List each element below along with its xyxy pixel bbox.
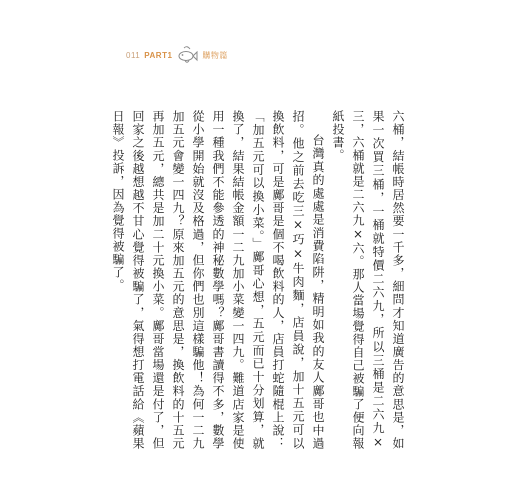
paragraph-1: 六桶，結帳時居然要一千多，細問才知道廣告的意思是，如果一次買三桶，一桶就特價二六九，所以三桶是二六九×三，六桶就是二六九×六。那人當場覺得自己被騙了便向報紙投書。: [331, 110, 405, 450]
part-label: PART1: [144, 50, 173, 60]
page-number: 011: [126, 50, 141, 60]
section-title: 購物篇: [202, 50, 228, 60]
page-header: [126, 44, 228, 66]
fish-icon: [176, 44, 198, 66]
paragraph-2: 台灣真的處處是消費陷阱，精明如我的友人鄺哥也中過招。他之前去吃三×巧×牛肉麵，店員說，加十五元可以換飲料，可是鄺哥是個不喝飲料的人，店員打蛇隨棍上說：「加五元可以換小菜。」鄺哥心想，五元而已十分划算，就換了，結果結帳金額一二九加小菜變一四九。難道店家是使用一種我們不能參透的神秘數學嗎？鄺哥書讀得不多，數學從小學開始就沒及格過，但你們也別這樣騙他！為何一二九加五元會變一四九？原來加五元的意思是，換飲料的十五元再加五元，總共是加二十元換小菜。鄺哥當場還是付了，但回家之後越想越不甘心覺得被騙了，氣得想打電話給《蘋果日報》投訴，因為覺得被騙了。: [111, 110, 325, 450]
vertical-text-body: [111, 110, 408, 450]
